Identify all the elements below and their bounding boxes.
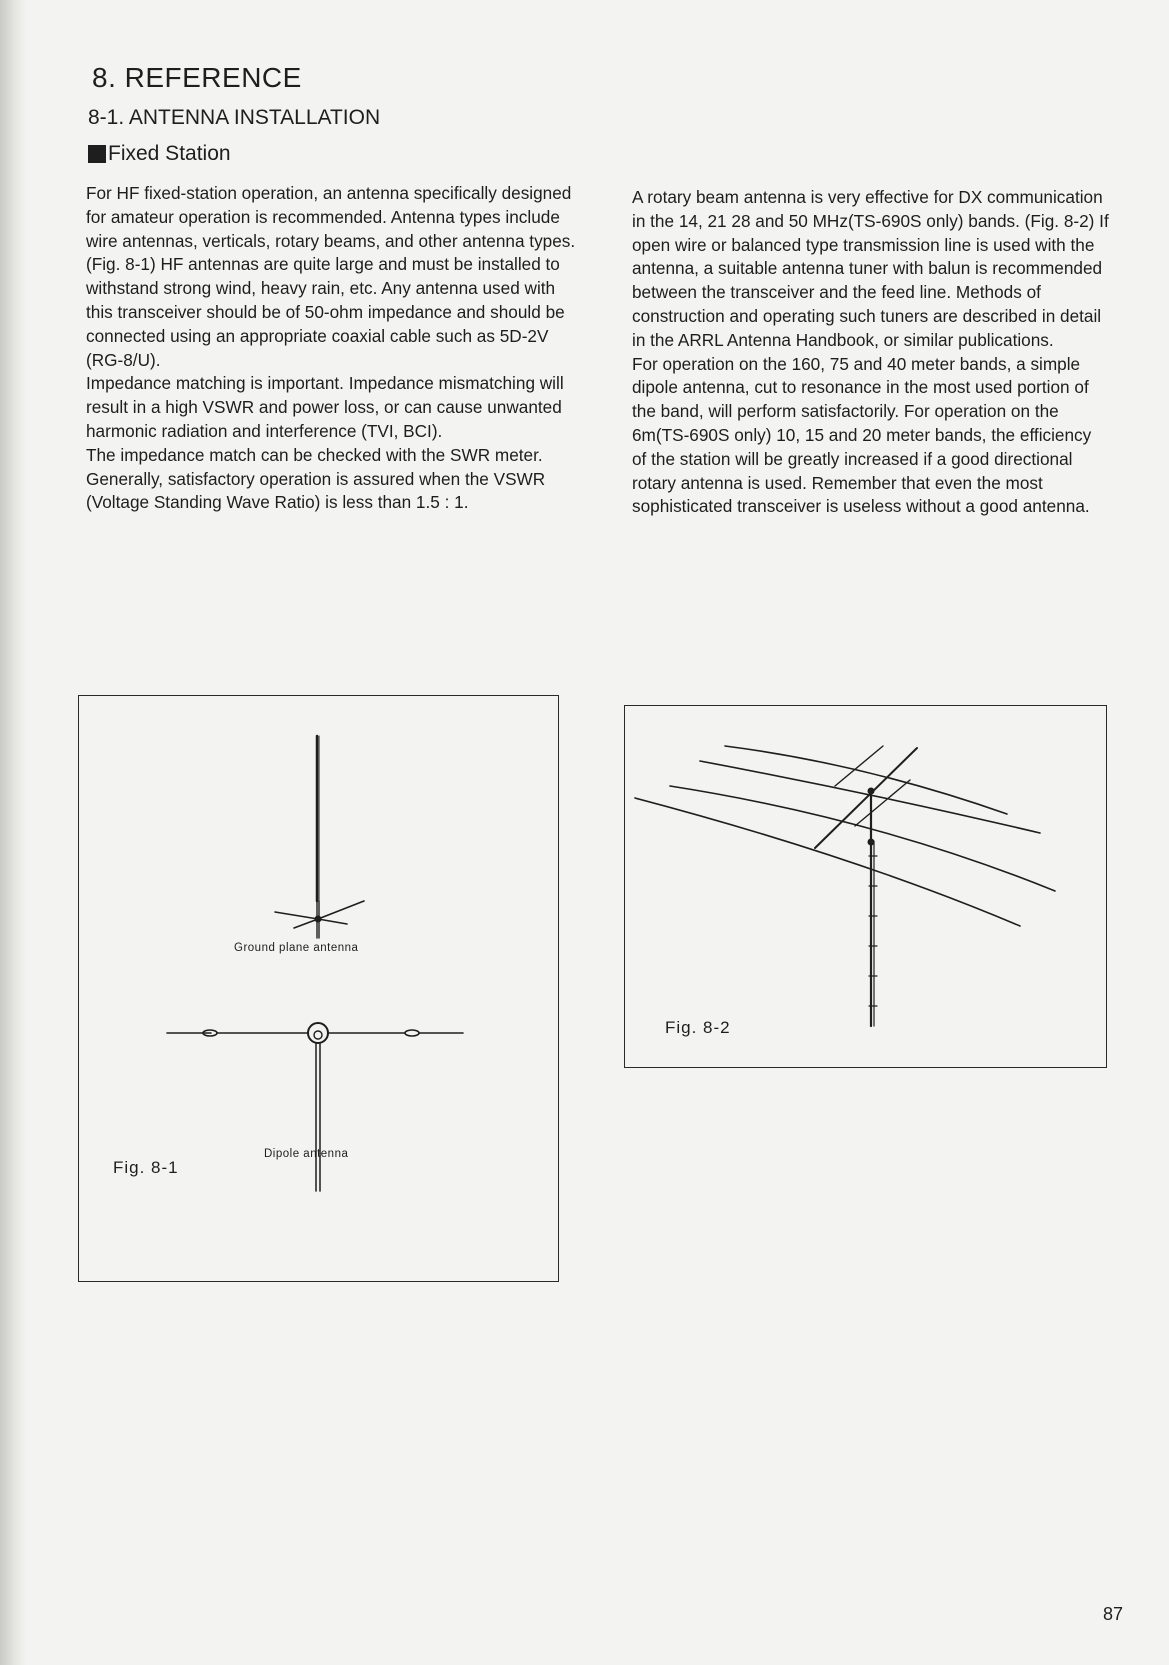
square-bullet-icon: [88, 145, 106, 163]
ground-plane-caption: Ground plane antenna: [234, 942, 359, 954]
figure-8-2: [624, 705, 1107, 1068]
paragraph-rotary-beam: A rotary beam antenna is very effective for DX communication in the 14, 21 28 and 50 MHz(TS-690S only) bands. (Fig. 8-2) If open wire or balanced type transmission line is used with the antenna, a suitable antenna tuner with balun is recommended between the transceiver and the feed line. Methods of construction and operating such tuners are described in detail in the ARRL Antenna Handbook, or similar publications.: [632, 187, 1109, 350]
figure-8-2-drawing: [625, 706, 1106, 1067]
paragraph-antenna-types: For HF fixed-station operation, an antenna specifically designed for amateur operation is recommended. Antenna types include wire antennas, verticals, rotary beams, and other antenna types. (Fig. 8-1) HF antennas are quite large and must be installed to withstand strong wind, heavy rain, etc. Any antenna used with this transceiver should be of 50-ohm impedance and should be connected using an appropriate coaxial cable such as 5D-2V (RG-8/U).: [86, 183, 576, 370]
page-number: 87: [1103, 1604, 1124, 1624]
figure-8-1-drawing: [79, 696, 558, 1281]
fixed-station-label: Fixed Station: [108, 142, 231, 165]
dipole-antenna-icon: [167, 1023, 463, 1191]
fixed-station-heading: [88, 142, 231, 166]
figure-8-1-label: Fig. 8-1: [113, 1158, 179, 1177]
left-text-column: [86, 182, 576, 515]
section-heading: 8. REFERENCE: [92, 62, 302, 93]
right-text-column: [632, 186, 1110, 519]
figure-8-2-label: Fig. 8-2: [665, 1018, 731, 1037]
dipole-caption: Dipole antenna: [264, 1148, 349, 1160]
paragraph-swr-check: The impedance match can be checked with the SWR meter. Generally, satisfactory operation is assured when the VSWR (Voltage Standing Wave Ratio) is less than 1.5 : 1.: [86, 444, 546, 513]
section-subheading: 8-1. ANTENNA INSTALLATION: [88, 106, 381, 129]
figure-8-1: [78, 695, 559, 1282]
ground-plane-antenna-icon: [275, 736, 364, 938]
binding-shadow: [0, 0, 26, 1665]
paragraph-impedance-matching: Impedance matching is important. Impedance mismatching will result in a high VSWR and power loss, or can cause unwanted harmonic radiation and interference (TVI, BCI).: [86, 373, 564, 441]
paragraph-dipole-bands: For operation on the 160, 75 and 40 meter bands, a simple dipole antenna, cut to resonance in the most used portion of the band, will perform satisfactorily. For operation on the 6m(TS-690S only) 10, 15 and 20 meter bands, the efficiency of the station will be greatly increased if a good directional rotary antenna is used. Remember that even the most sophisticated transceiver is useless without a good antenna.: [632, 353, 1092, 517]
rotary-beam-antenna-icon: [635, 746, 1055, 1026]
